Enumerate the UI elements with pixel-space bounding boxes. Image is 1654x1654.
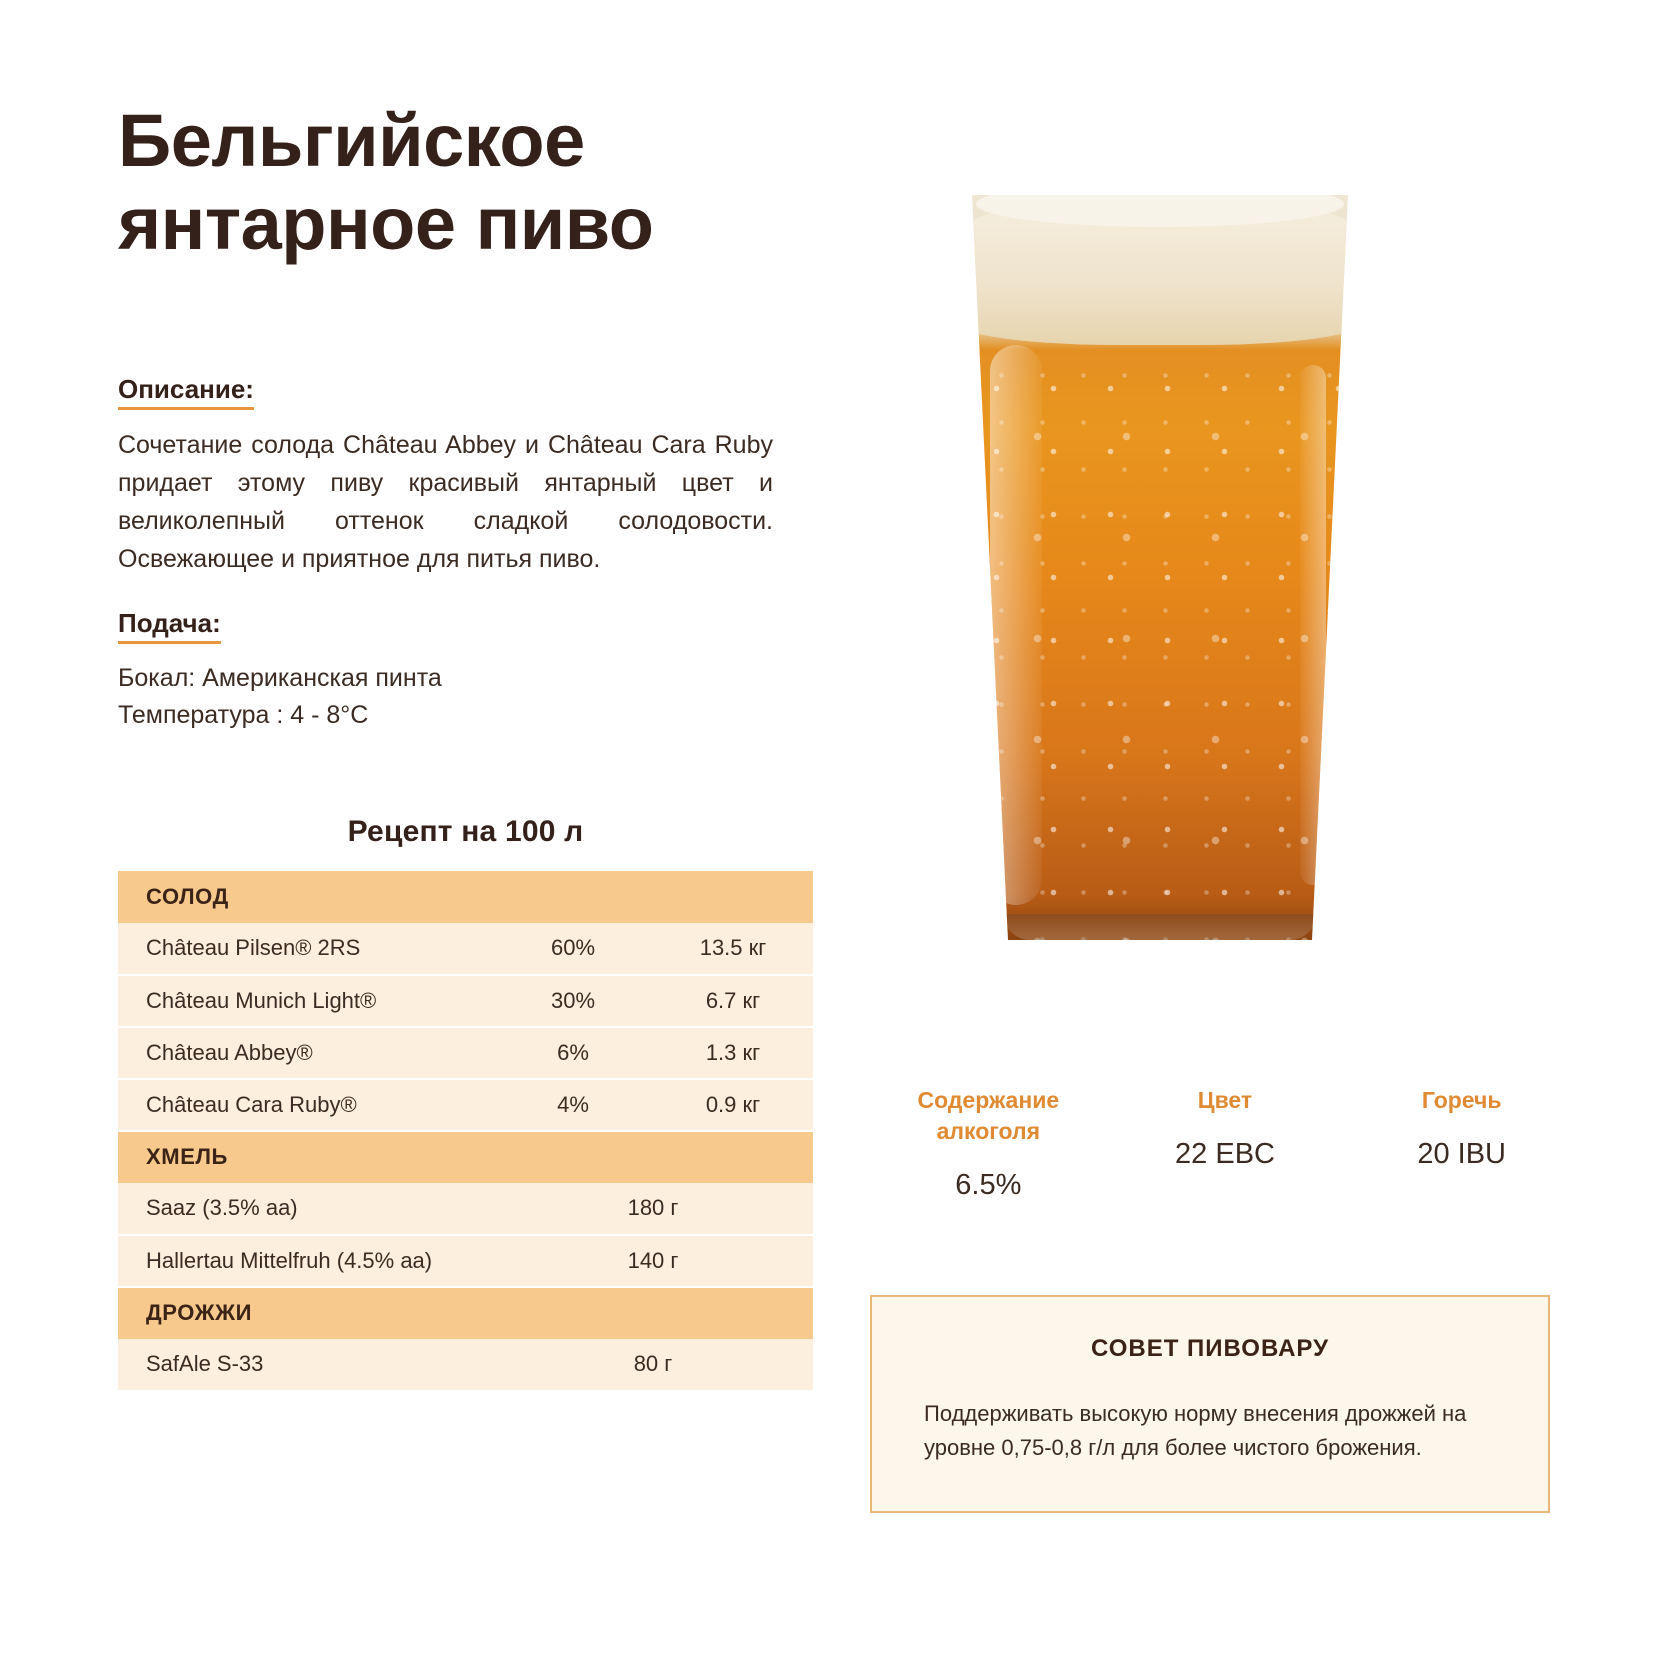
serving-heading: Подача: [118, 608, 221, 644]
stat-bitterness [1343, 1085, 1580, 1202]
group-spacer [493, 1131, 653, 1183]
table-row [118, 1027, 813, 1079]
group-label: ДРОЖЖИ [118, 1287, 493, 1339]
description-text: Сочетание солода Château Abbey и Château Cara Ruby придает этому пиву красивый янтарный цвет и великолепный оттенок сладкой солодовости. Освежающее и приятное для питья пиво. [118, 430, 773, 573]
table-row [118, 923, 813, 975]
row-amount: 0.9 кг [653, 1079, 813, 1131]
stat-abv [870, 1085, 1107, 1202]
row-percent: 30% [493, 975, 653, 1027]
table-group-header [118, 871, 813, 923]
glass-shape [960, 195, 1360, 940]
table-row [118, 1079, 813, 1131]
group-spacer [653, 1131, 813, 1183]
row-percent: 6% [493, 1027, 653, 1079]
row-percent: 4% [493, 1079, 653, 1131]
serving-temperature: Температура : 4 - 8°C [118, 701, 369, 730]
table-row [118, 1339, 813, 1391]
glass-highlight-left [990, 345, 1042, 905]
row-name: Château Abbey® [118, 1027, 493, 1079]
stat-label: Содержание алкоголя [917, 1087, 1060, 1145]
group-spacer [493, 871, 653, 923]
recipe-section [118, 815, 813, 1392]
table-group-header [118, 1287, 813, 1339]
page-title: Бельгийское янтарное пиво [118, 99, 654, 265]
row-name: SafAle S-33 [118, 1339, 493, 1391]
table-group-header [118, 1131, 813, 1183]
row-name: Saaz (3.5% aa) [118, 1183, 493, 1235]
table-row [118, 1235, 813, 1287]
recipe-title: Рецепт на 100 л [347, 814, 584, 848]
group-label: ХМЕЛЬ [118, 1131, 493, 1183]
row-amount: 180 г [493, 1183, 813, 1235]
row-amount: 1.3 кг [653, 1027, 813, 1079]
recipe-table-body [118, 871, 813, 1391]
beer-glass-photo [960, 195, 1360, 955]
serving-glass: Бокал: Американская пинта [118, 663, 442, 692]
stat-color [1107, 1085, 1344, 1202]
row-name: Hallertau Mittelfruh (4.5% aa) [118, 1235, 493, 1287]
row-amount: 13.5 кг [653, 923, 813, 975]
stat-label: Горечь [1421, 1087, 1502, 1113]
recipe-table [118, 871, 813, 1392]
row-amount: 140 г [493, 1235, 813, 1287]
row-amount: 6.7 кг [653, 975, 813, 1027]
row-name: Château Munich Light® [118, 975, 493, 1027]
row-name: Château Cara Ruby® [118, 1079, 493, 1131]
tip-text: Поддерживать высокую норму внесения дрожжей на уровне 0,75-0,8 г/л для более чистого брожения. [924, 1401, 1467, 1461]
stat-value: 20 IBU [1417, 1138, 1507, 1171]
right-column [870, 0, 1590, 1654]
stat-label: Цвет [1197, 1087, 1253, 1113]
left-column [118, 100, 818, 1392]
table-row [118, 1183, 813, 1235]
glass-base [1004, 914, 1316, 940]
glass-highlight-right [1300, 365, 1326, 885]
row-percent: 60% [493, 923, 653, 975]
description-heading: Описание: [118, 374, 254, 410]
group-spacer [493, 1287, 653, 1339]
beer-foam [960, 195, 1360, 345]
brewer-tip-box [870, 1295, 1550, 1513]
group-spacer [653, 1287, 813, 1339]
stat-value: 6.5% [955, 1169, 1022, 1202]
serving-block [118, 608, 818, 735]
group-label: СОЛОД [118, 871, 493, 923]
row-name: Château Pilsen® 2RS [118, 923, 493, 975]
stat-value: 22 EBC [1175, 1138, 1275, 1171]
stats-row [870, 1085, 1590, 1202]
table-row [118, 975, 813, 1027]
description-block [118, 374, 818, 578]
group-spacer [653, 871, 813, 923]
row-amount: 80 г [493, 1339, 813, 1391]
tip-title: СОВЕТ ПИВОВАРУ [1090, 1335, 1330, 1362]
